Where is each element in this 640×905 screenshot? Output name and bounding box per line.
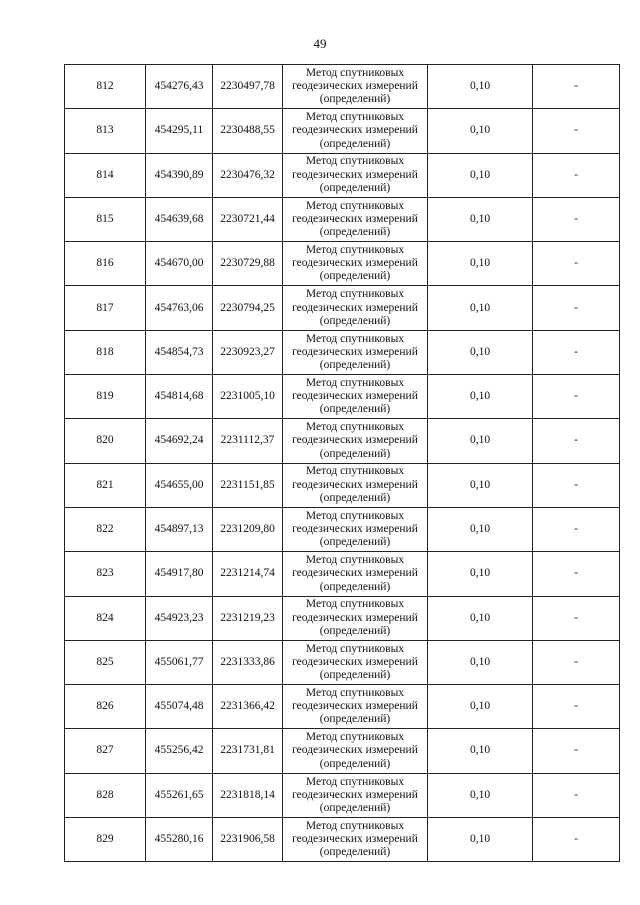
y-coordinate-cell: 2231151,85 (213, 463, 283, 507)
accuracy-cell: 0,10 (428, 463, 533, 507)
method-line: геодезических измерений (292, 257, 418, 270)
method-line: (определений) (319, 713, 391, 726)
method-line: Метод спутниковых (305, 554, 405, 567)
point-number-cell: 820 (65, 419, 146, 463)
point-number-cell: 819 (65, 375, 146, 419)
y-coordinate-cell: 2231906,58 (213, 818, 283, 862)
method-line: Метод спутниковых (305, 155, 405, 168)
method-cell (283, 419, 428, 463)
table-row (65, 330, 620, 374)
table-row (65, 507, 620, 551)
x-coordinate-cell: 455061,77 (146, 640, 213, 684)
method-line: (определений) (319, 314, 391, 327)
accuracy-cell: 0,10 (428, 640, 533, 684)
method-line: геодезических измерений (292, 124, 418, 137)
x-coordinate-cell: 455261,65 (146, 773, 213, 817)
accuracy-cell: 0,10 (428, 375, 533, 419)
y-coordinate-cell: 2230476,32 (213, 153, 283, 197)
accuracy-cell: 0,10 (428, 153, 533, 197)
y-coordinate-cell: 2231005,10 (213, 375, 283, 419)
method-line: (определений) (319, 226, 391, 239)
method-line: (определений) (319, 669, 391, 682)
x-coordinate-cell: 454814,68 (146, 375, 213, 419)
table-row (65, 375, 620, 419)
method-cell (283, 596, 428, 640)
method-cell (283, 685, 428, 729)
method-line: (определений) (319, 846, 391, 859)
table-row (65, 818, 620, 862)
method-cell (283, 463, 428, 507)
method-line: геодезических измерений (292, 788, 418, 801)
note-cell: - (533, 463, 620, 507)
table-row (65, 419, 620, 463)
method-line: (определений) (319, 624, 391, 637)
method-line: Метод спутниковых (305, 509, 405, 522)
method-cell (283, 153, 428, 197)
method-cell (283, 375, 428, 419)
accuracy-cell: 0,10 (428, 330, 533, 374)
x-coordinate-cell: 454897,13 (146, 507, 213, 551)
y-coordinate-cell: 2231818,14 (213, 773, 283, 817)
x-coordinate-cell: 454639,68 (146, 197, 213, 241)
accuracy-cell: 0,10 (428, 685, 533, 729)
method-line: Метод спутниковых (305, 642, 405, 655)
method-line: Метод спутниковых (305, 111, 405, 124)
table-row (65, 729, 620, 773)
point-number-cell: 825 (65, 640, 146, 684)
point-number-cell: 812 (65, 65, 146, 109)
point-number-cell: 815 (65, 197, 146, 241)
point-number-cell: 827 (65, 729, 146, 773)
y-coordinate-cell: 2231333,86 (213, 640, 283, 684)
method-line: Метод спутниковых (305, 598, 405, 611)
method-line: (определений) (319, 270, 391, 283)
method-line: геодезических измерений (292, 212, 418, 225)
x-coordinate-cell: 454763,06 (146, 286, 213, 330)
accuracy-cell: 0,10 (428, 552, 533, 596)
y-coordinate-cell: 2231731,81 (213, 729, 283, 773)
point-number-cell: 813 (65, 109, 146, 153)
table-body (65, 65, 620, 862)
coordinates-table (64, 64, 620, 862)
method-line: геодезических измерений (292, 168, 418, 181)
y-coordinate-cell: 2230488,55 (213, 109, 283, 153)
y-coordinate-cell: 2231219,23 (213, 596, 283, 640)
method-line: (определений) (319, 181, 391, 194)
note-cell: - (533, 419, 620, 463)
note-cell: - (533, 507, 620, 551)
method-line: (определений) (319, 757, 391, 770)
y-coordinate-cell: 2230794,25 (213, 286, 283, 330)
point-number-cell: 822 (65, 507, 146, 551)
method-line: геодезических измерений (292, 567, 418, 580)
note-cell: - (533, 773, 620, 817)
note-cell: - (533, 109, 620, 153)
method-line: геодезических измерений (292, 744, 418, 757)
accuracy-cell: 0,10 (428, 596, 533, 640)
method-line: Метод спутниковых (305, 66, 405, 79)
method-cell (283, 330, 428, 374)
accuracy-cell: 0,10 (428, 242, 533, 286)
x-coordinate-cell: 454670,00 (146, 242, 213, 286)
point-number-cell: 818 (65, 330, 146, 374)
accuracy-cell: 0,10 (428, 818, 533, 862)
accuracy-cell: 0,10 (428, 507, 533, 551)
method-line: (определений) (319, 491, 391, 504)
accuracy-cell: 0,10 (428, 197, 533, 241)
method-cell (283, 286, 428, 330)
accuracy-cell: 0,10 (428, 729, 533, 773)
table-row (65, 685, 620, 729)
method-cell (283, 640, 428, 684)
note-cell: - (533, 375, 620, 419)
point-number-cell: 823 (65, 552, 146, 596)
table-row (65, 463, 620, 507)
accuracy-cell: 0,10 (428, 419, 533, 463)
y-coordinate-cell: 2230721,44 (213, 197, 283, 241)
accuracy-cell: 0,10 (428, 109, 533, 153)
table-row (65, 552, 620, 596)
method-line: Метод спутниковых (305, 288, 405, 301)
method-line: геодезических измерений (292, 478, 418, 491)
method-cell (283, 552, 428, 596)
method-cell (283, 729, 428, 773)
table-row (65, 640, 620, 684)
table-row (65, 109, 620, 153)
method-line: геодезических измерений (292, 611, 418, 624)
y-coordinate-cell: 2231209,80 (213, 507, 283, 551)
x-coordinate-cell: 455256,42 (146, 729, 213, 773)
x-coordinate-cell: 454854,73 (146, 330, 213, 374)
table-row (65, 242, 620, 286)
page-number: 49 (313, 36, 327, 51)
note-cell: - (533, 729, 620, 773)
point-number-cell: 816 (65, 242, 146, 286)
accuracy-cell: 0,10 (428, 65, 533, 109)
method-line: (определений) (319, 536, 391, 549)
method-line: Метод спутниковых (305, 775, 405, 788)
accuracy-cell: 0,10 (428, 286, 533, 330)
method-line: (определений) (319, 403, 391, 416)
note-cell: - (533, 153, 620, 197)
y-coordinate-cell: 2230729,88 (213, 242, 283, 286)
note-cell: - (533, 640, 620, 684)
x-coordinate-cell: 454655,00 (146, 463, 213, 507)
note-cell: - (533, 818, 620, 862)
x-coordinate-cell: 454917,80 (146, 552, 213, 596)
point-number-cell: 821 (65, 463, 146, 507)
table-row (65, 773, 620, 817)
method-cell (283, 242, 428, 286)
note-cell: - (533, 65, 620, 109)
method-line: Метод спутниковых (305, 819, 405, 832)
point-number-cell: 828 (65, 773, 146, 817)
method-line: геодезических измерений (292, 434, 418, 447)
accuracy-cell: 0,10 (428, 773, 533, 817)
point-number-cell: 817 (65, 286, 146, 330)
method-line: Метод спутниковых (305, 686, 405, 699)
method-line: Метод спутниковых (305, 199, 405, 212)
y-coordinate-cell: 2230497,78 (213, 65, 283, 109)
method-line: Метод спутниковых (305, 332, 405, 345)
method-cell (283, 65, 428, 109)
method-cell (283, 818, 428, 862)
y-coordinate-cell: 2231214,74 (213, 552, 283, 596)
table-row (65, 286, 620, 330)
note-cell: - (533, 197, 620, 241)
x-coordinate-cell: 454276,43 (146, 65, 213, 109)
note-cell: - (533, 685, 620, 729)
x-coordinate-cell: 454390,89 (146, 153, 213, 197)
method-line: геодезических измерений (292, 301, 418, 314)
method-line: Метод спутниковых (305, 421, 405, 434)
method-line: геодезических измерений (292, 80, 418, 93)
note-cell: - (533, 552, 620, 596)
table-row (65, 197, 620, 241)
method-line: геодезических измерений (292, 833, 418, 846)
method-line: геодезических измерений (292, 523, 418, 535)
point-number-cell: 824 (65, 596, 146, 640)
table-row (65, 596, 620, 640)
note-cell: - (533, 330, 620, 374)
note-cell: - (533, 242, 620, 286)
point-number-cell: 829 (65, 818, 146, 862)
method-line: геодезических измерений (292, 390, 418, 403)
note-cell: - (533, 596, 620, 640)
y-coordinate-cell: 2231366,42 (213, 685, 283, 729)
method-line: Метод спутниковых (305, 465, 405, 478)
method-line: (определений) (319, 93, 391, 106)
method-cell (283, 109, 428, 153)
y-coordinate-cell: 2231112,37 (213, 419, 283, 463)
method-line: геодезических измерений (292, 655, 418, 668)
point-number-cell: 814 (65, 153, 146, 197)
x-coordinate-cell: 454923,23 (146, 596, 213, 640)
method-line: Метод спутниковых (305, 376, 405, 389)
point-number-cell: 826 (65, 685, 146, 729)
table-row (65, 65, 620, 109)
x-coordinate-cell: 454295,11 (146, 109, 213, 153)
method-line: геодезических измерений (292, 345, 418, 358)
note-cell: - (533, 286, 620, 330)
x-coordinate-cell: 455280,16 (146, 818, 213, 862)
x-coordinate-cell: 454692,24 (146, 419, 213, 463)
method-cell (283, 197, 428, 241)
method-cell (283, 507, 428, 551)
method-line: (определений) (319, 359, 391, 372)
method-line: Метод спутниковых (305, 244, 405, 256)
method-line: (определений) (319, 802, 391, 814)
method-line: (определений) (319, 137, 391, 150)
method-line: (определений) (319, 580, 391, 593)
method-line: геодезических измерений (292, 700, 418, 713)
method-line: Метод спутниковых (305, 731, 405, 744)
method-line: (определений) (319, 447, 391, 460)
y-coordinate-cell: 2230923,27 (213, 330, 283, 374)
x-coordinate-cell: 455074,48 (146, 685, 213, 729)
method-cell (283, 773, 428, 817)
table-row (65, 153, 620, 197)
